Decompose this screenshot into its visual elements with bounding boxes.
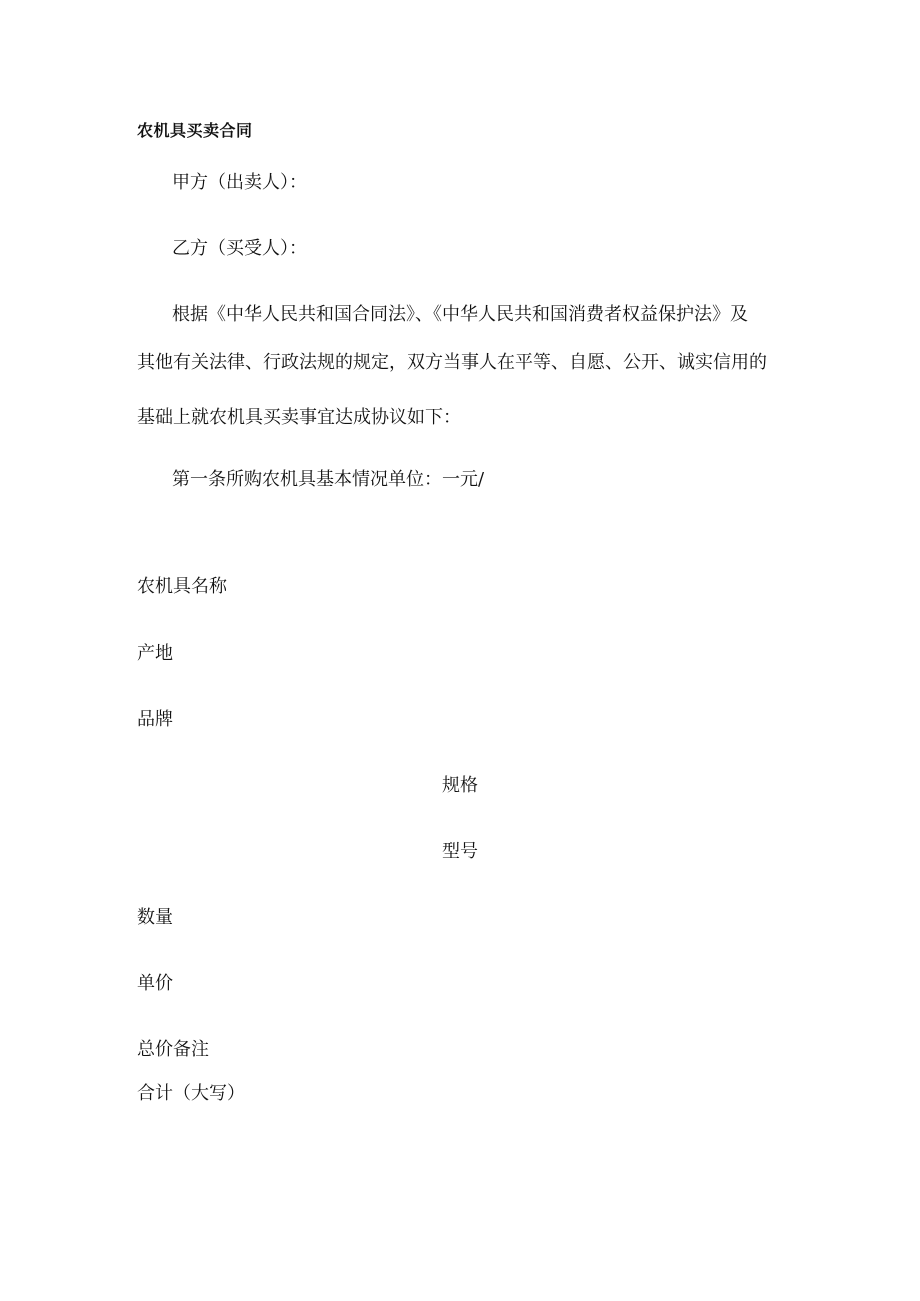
article-1-heading: 第一条所购农机具基本情况单位：一元/: [172, 469, 485, 490]
party-a-label: 甲方（出卖人）：: [172, 172, 307, 193]
field-sum-capital: 合计（大写）: [137, 1083, 245, 1104]
field-quantity: 数量: [137, 907, 173, 928]
field-spec: 规格: [442, 775, 478, 796]
preamble-line-1: 根据《中华人民共和国合同法》、《中华人民共和国消费者权益保护法》及: [172, 304, 748, 325]
field-origin: 产地: [137, 643, 173, 664]
document-title: 农机具买卖合同: [137, 121, 253, 140]
field-model: 型号: [442, 841, 478, 862]
field-total-remark: 总价备注: [137, 1039, 209, 1060]
field-brand: 品牌: [137, 709, 173, 730]
preamble-line-2: 其他有关法律、行政法规的规定，双方当事人在平等、自愿、公开、诚实信用的: [137, 352, 767, 373]
party-b-label: 乙方（买受人）：: [172, 238, 307, 259]
field-name: 农机具名称: [137, 576, 227, 597]
field-unit-price: 单价: [137, 973, 173, 994]
preamble-line-3: 基础上就农机具买卖事宜达成协议如下：: [137, 407, 461, 428]
